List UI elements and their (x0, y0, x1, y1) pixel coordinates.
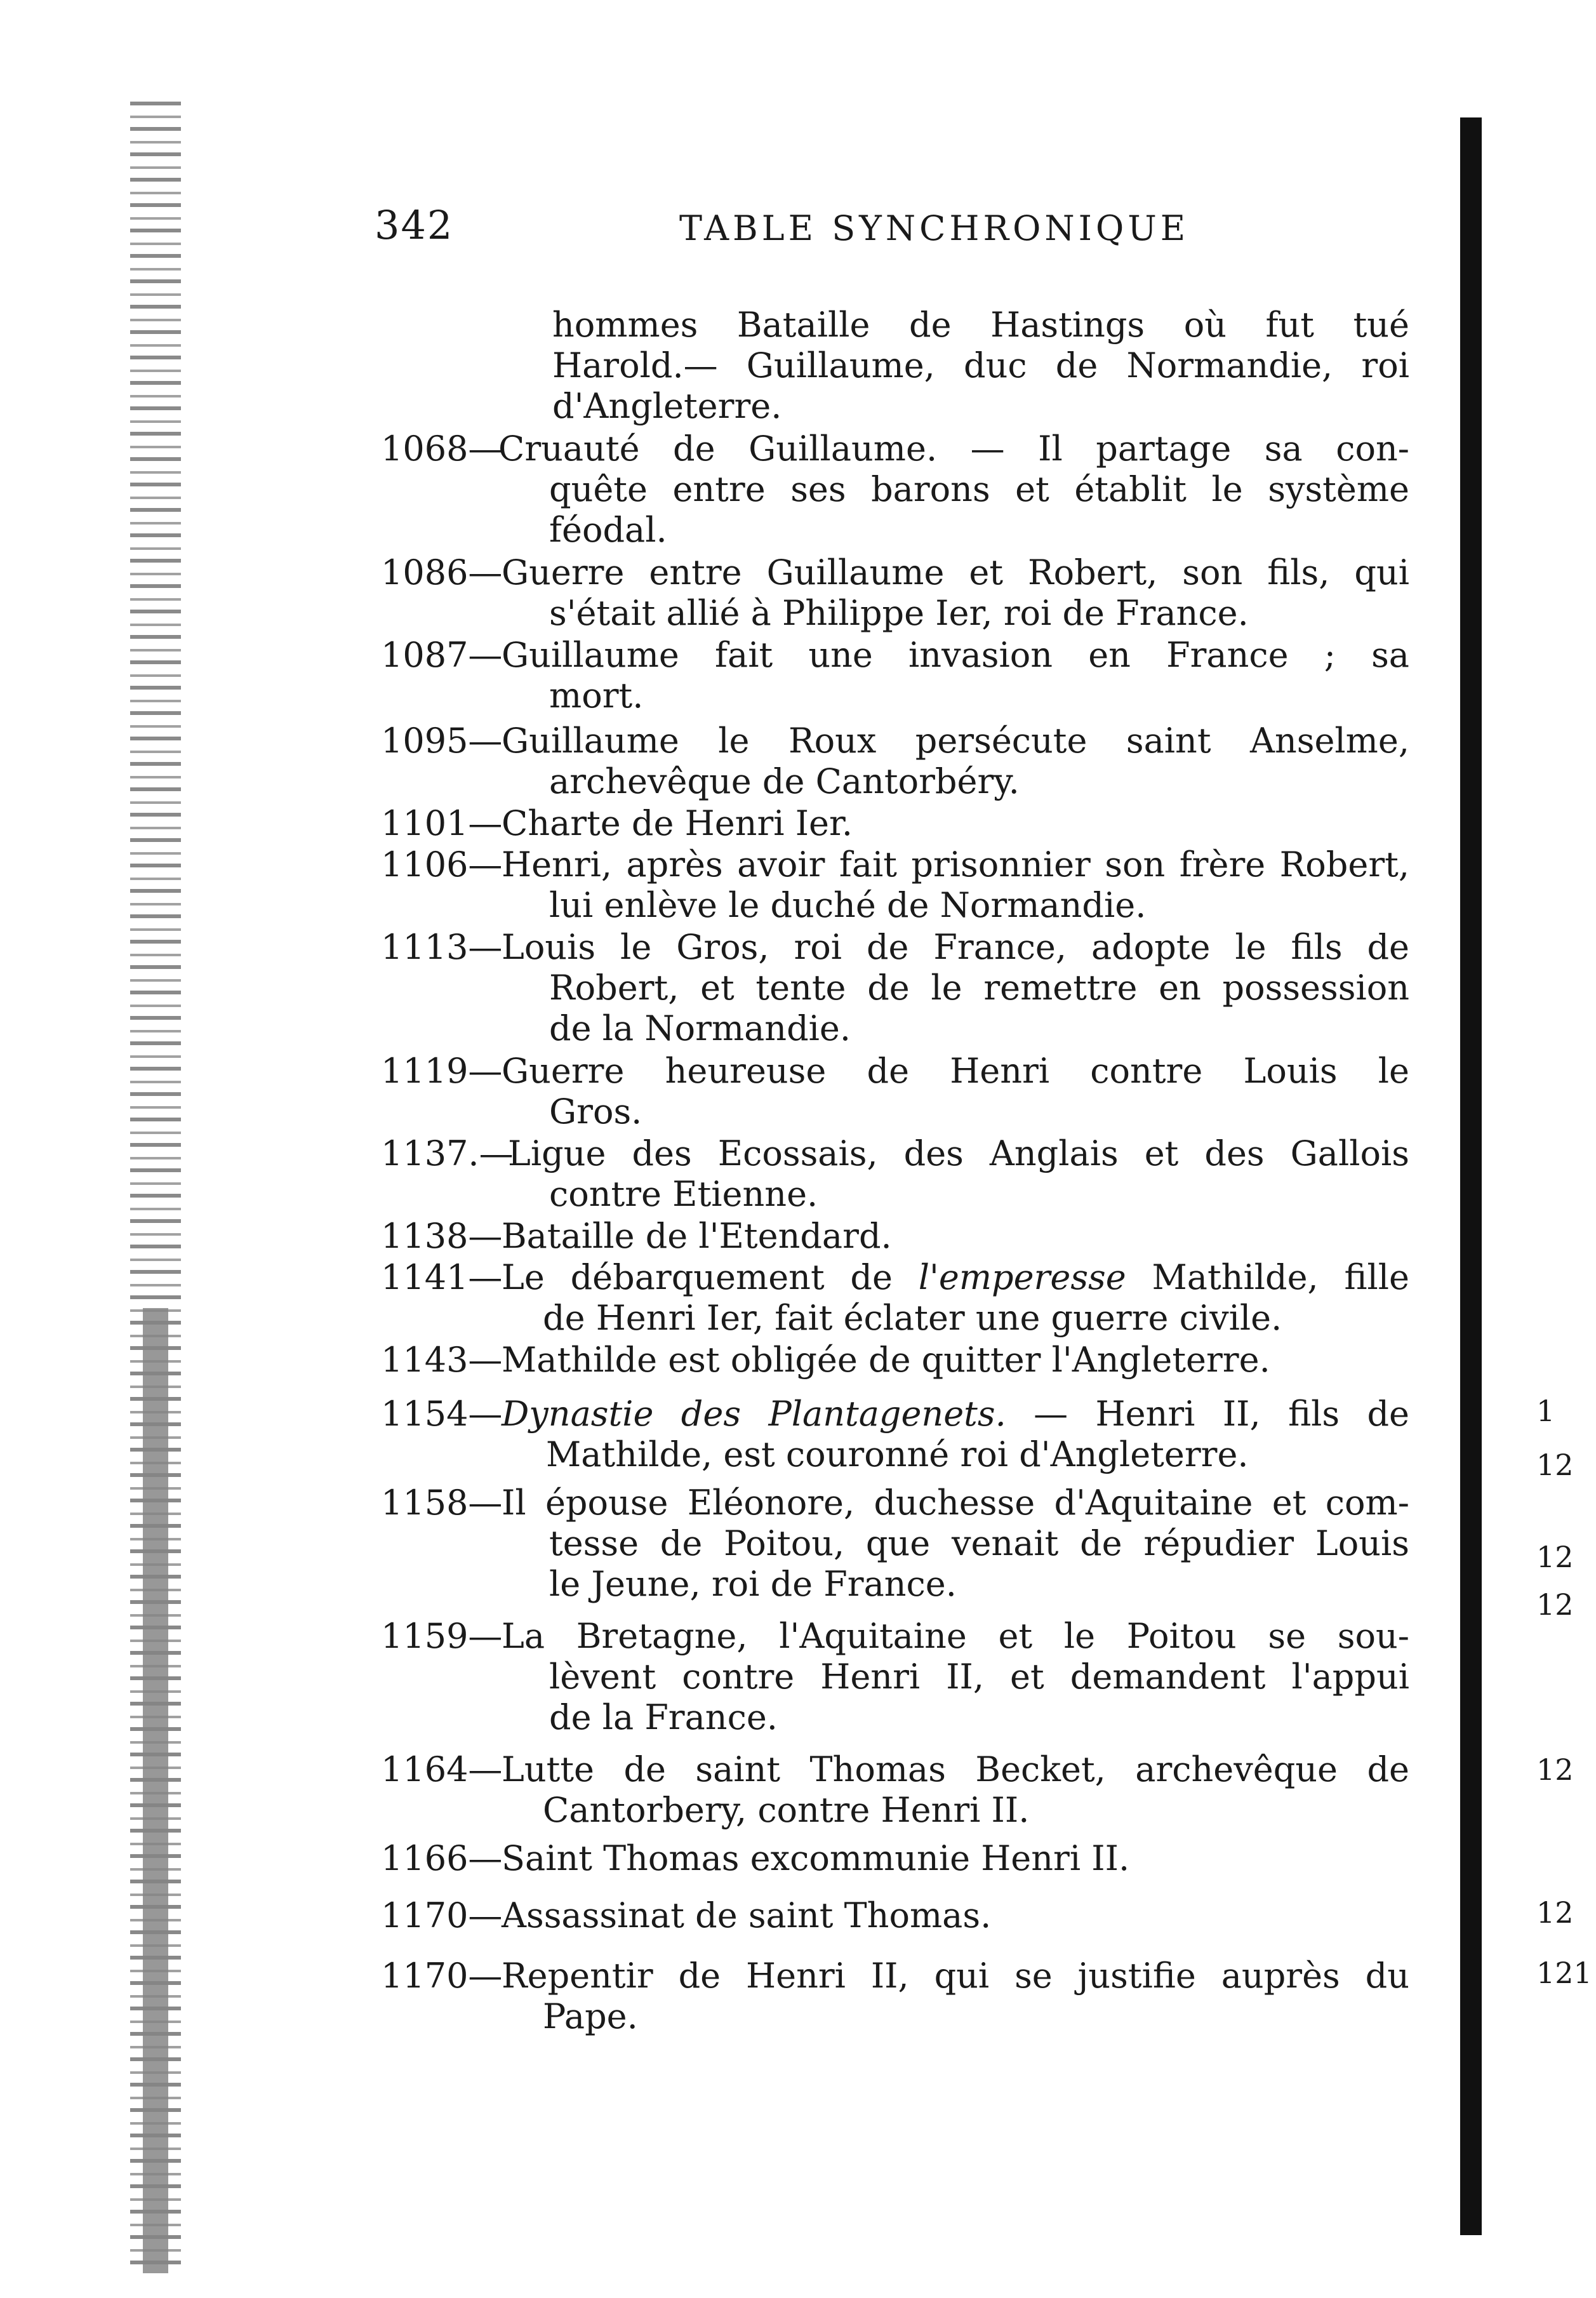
entry-line: Mathilde est obligée de quitter l'Angleterre. (502, 1340, 1270, 1380)
entry-line: mort. (549, 676, 644, 716)
entry-line: Dynastie des Plantagenets. — Henri II, fils de (502, 1394, 1409, 1434)
entry-line: lui enlève le duché de Normandie. (549, 885, 1147, 925)
entry-line: archevêque de Cantorbéry. (549, 761, 1020, 801)
entry-line: Il épouse Eléonore, duchesse d'Aquitaine et com- (502, 1483, 1409, 1523)
entry-line: quête entre ses barons et établit le système (549, 469, 1409, 509)
entry-line: Lutte de saint Thomas Becket, archevêque de (502, 1749, 1409, 1789)
italic-phrase: Dynastie des Plantagenets. (502, 1394, 1006, 1434)
entry-line: Guillaume le Roux persécute saint Anselme, (502, 721, 1409, 761)
margin-number: 12 (1536, 1895, 1574, 1930)
entry-line: tesse de Poitou, que venait de répudier Louis (549, 1523, 1409, 1563)
entry-line: Robert, et tente de le remettre en possession (549, 968, 1409, 1008)
entry-year: 1137.— (381, 1133, 514, 1173)
entry-year: 1154— (381, 1394, 503, 1434)
entry-line: Pape. (543, 1996, 638, 2036)
entry-year: 1164— (381, 1749, 503, 1789)
entry-year: 1068— (381, 429, 503, 469)
entry-line: de Henri Ier, fait éclater une guerre civile. (543, 1298, 1282, 1338)
entry-year: 1170— (381, 1956, 503, 1996)
page-number: 342 (375, 202, 454, 248)
entry-line: hommes Bataille de Hastings où fut tué (552, 305, 1409, 345)
entry-year: 1086— (381, 552, 503, 592)
entry-line: Le débarquement de l'emperesse Mathilde, fille (502, 1257, 1409, 1297)
margin-number: 12 (1536, 1753, 1574, 1787)
entry-line: Cruauté de Guillaume. — Il partage sa con- (498, 429, 1409, 469)
entry-line: contre Etienne. (549, 1174, 818, 1214)
entry-line: de la Normandie. (549, 1008, 851, 1048)
entry-line: La Bretagne, l'Aquitaine et le Poitou se sou- (502, 1616, 1409, 1656)
entry-line: Charte de Henri Ier. (502, 803, 853, 843)
margin-number: 12 (1536, 1540, 1574, 1574)
entry-year: 1106— (381, 845, 503, 885)
entry-line: Mathilde, est couronné roi d'Angleterre. (546, 1434, 1249, 1474)
entry-line: de la France. (549, 1697, 778, 1737)
entry-line: Guerre entre Guillaume et Robert, son fils, qui (502, 552, 1409, 592)
entry-line: Assassinat de saint Thomas. (502, 1895, 992, 1935)
entry-line: Harold.— Guillaume, duc de Normandie, roi (552, 345, 1409, 385)
entry-year: 1138— (381, 1216, 503, 1256)
entry-year: 1141— (381, 1257, 503, 1297)
entry-line: Repentir de Henri II, qui se justifie auprès du (502, 1956, 1409, 1996)
entry-year: 1143— (381, 1340, 503, 1380)
entry-year: 1087— (381, 635, 503, 675)
entry-line: lèvent contre Henri II, et demandent l'appui (549, 1657, 1409, 1697)
entry-year: 1166— (381, 1838, 503, 1878)
book-spine-shadow (130, 102, 181, 2273)
entry-line: Ligue des Ecossais, des Anglais et des Gallois (508, 1133, 1409, 1173)
page-edge-bar (1460, 117, 1482, 2235)
entry-year: 1158— (381, 1483, 503, 1523)
entry-year: 1113— (381, 927, 503, 967)
entry-line: Guerre heureuse de Henri contre Louis le (502, 1051, 1409, 1091)
margin-number: 1 (1536, 1394, 1555, 1428)
running-title: TABLE SYNCHRONIQUE (679, 208, 1190, 248)
italic-word: l'emperesse (918, 1257, 1126, 1297)
entry-line: d'Angleterre. (552, 386, 782, 426)
entry-year: 1119— (381, 1051, 503, 1091)
entry-line: Louis le Gros, roi de France, adopte le fils de (502, 927, 1409, 967)
entry-line: Saint Thomas excommunie Henri II. (502, 1838, 1130, 1878)
margin-number: 121 (1536, 1956, 1592, 1990)
entry-line: Bataille de l'Etendard. (502, 1216, 892, 1256)
entry-line: le Jeune, roi de France. (549, 1564, 957, 1604)
entry-year: 1095— (381, 721, 503, 761)
entry-line: Guillaume fait une invasion en France ; sa (502, 635, 1409, 675)
entry-year: 1159— (381, 1616, 503, 1656)
entry-line: Gros. (549, 1092, 642, 1132)
entry-line: Henri, après avoir fait prisonnier son frère Robert, (502, 845, 1409, 885)
entry-line: féodal. (549, 510, 667, 550)
entry-year: 1170— (381, 1895, 503, 1935)
margin-number: 12 (1536, 1587, 1574, 1622)
entry-line: s'était allié à Philippe Ier, roi de France. (549, 593, 1249, 633)
margin-number: 12 (1536, 1448, 1574, 1482)
entry-line: Cantorbery, contre Henri II. (543, 1790, 1030, 1830)
entry-year: 1101— (381, 803, 503, 843)
